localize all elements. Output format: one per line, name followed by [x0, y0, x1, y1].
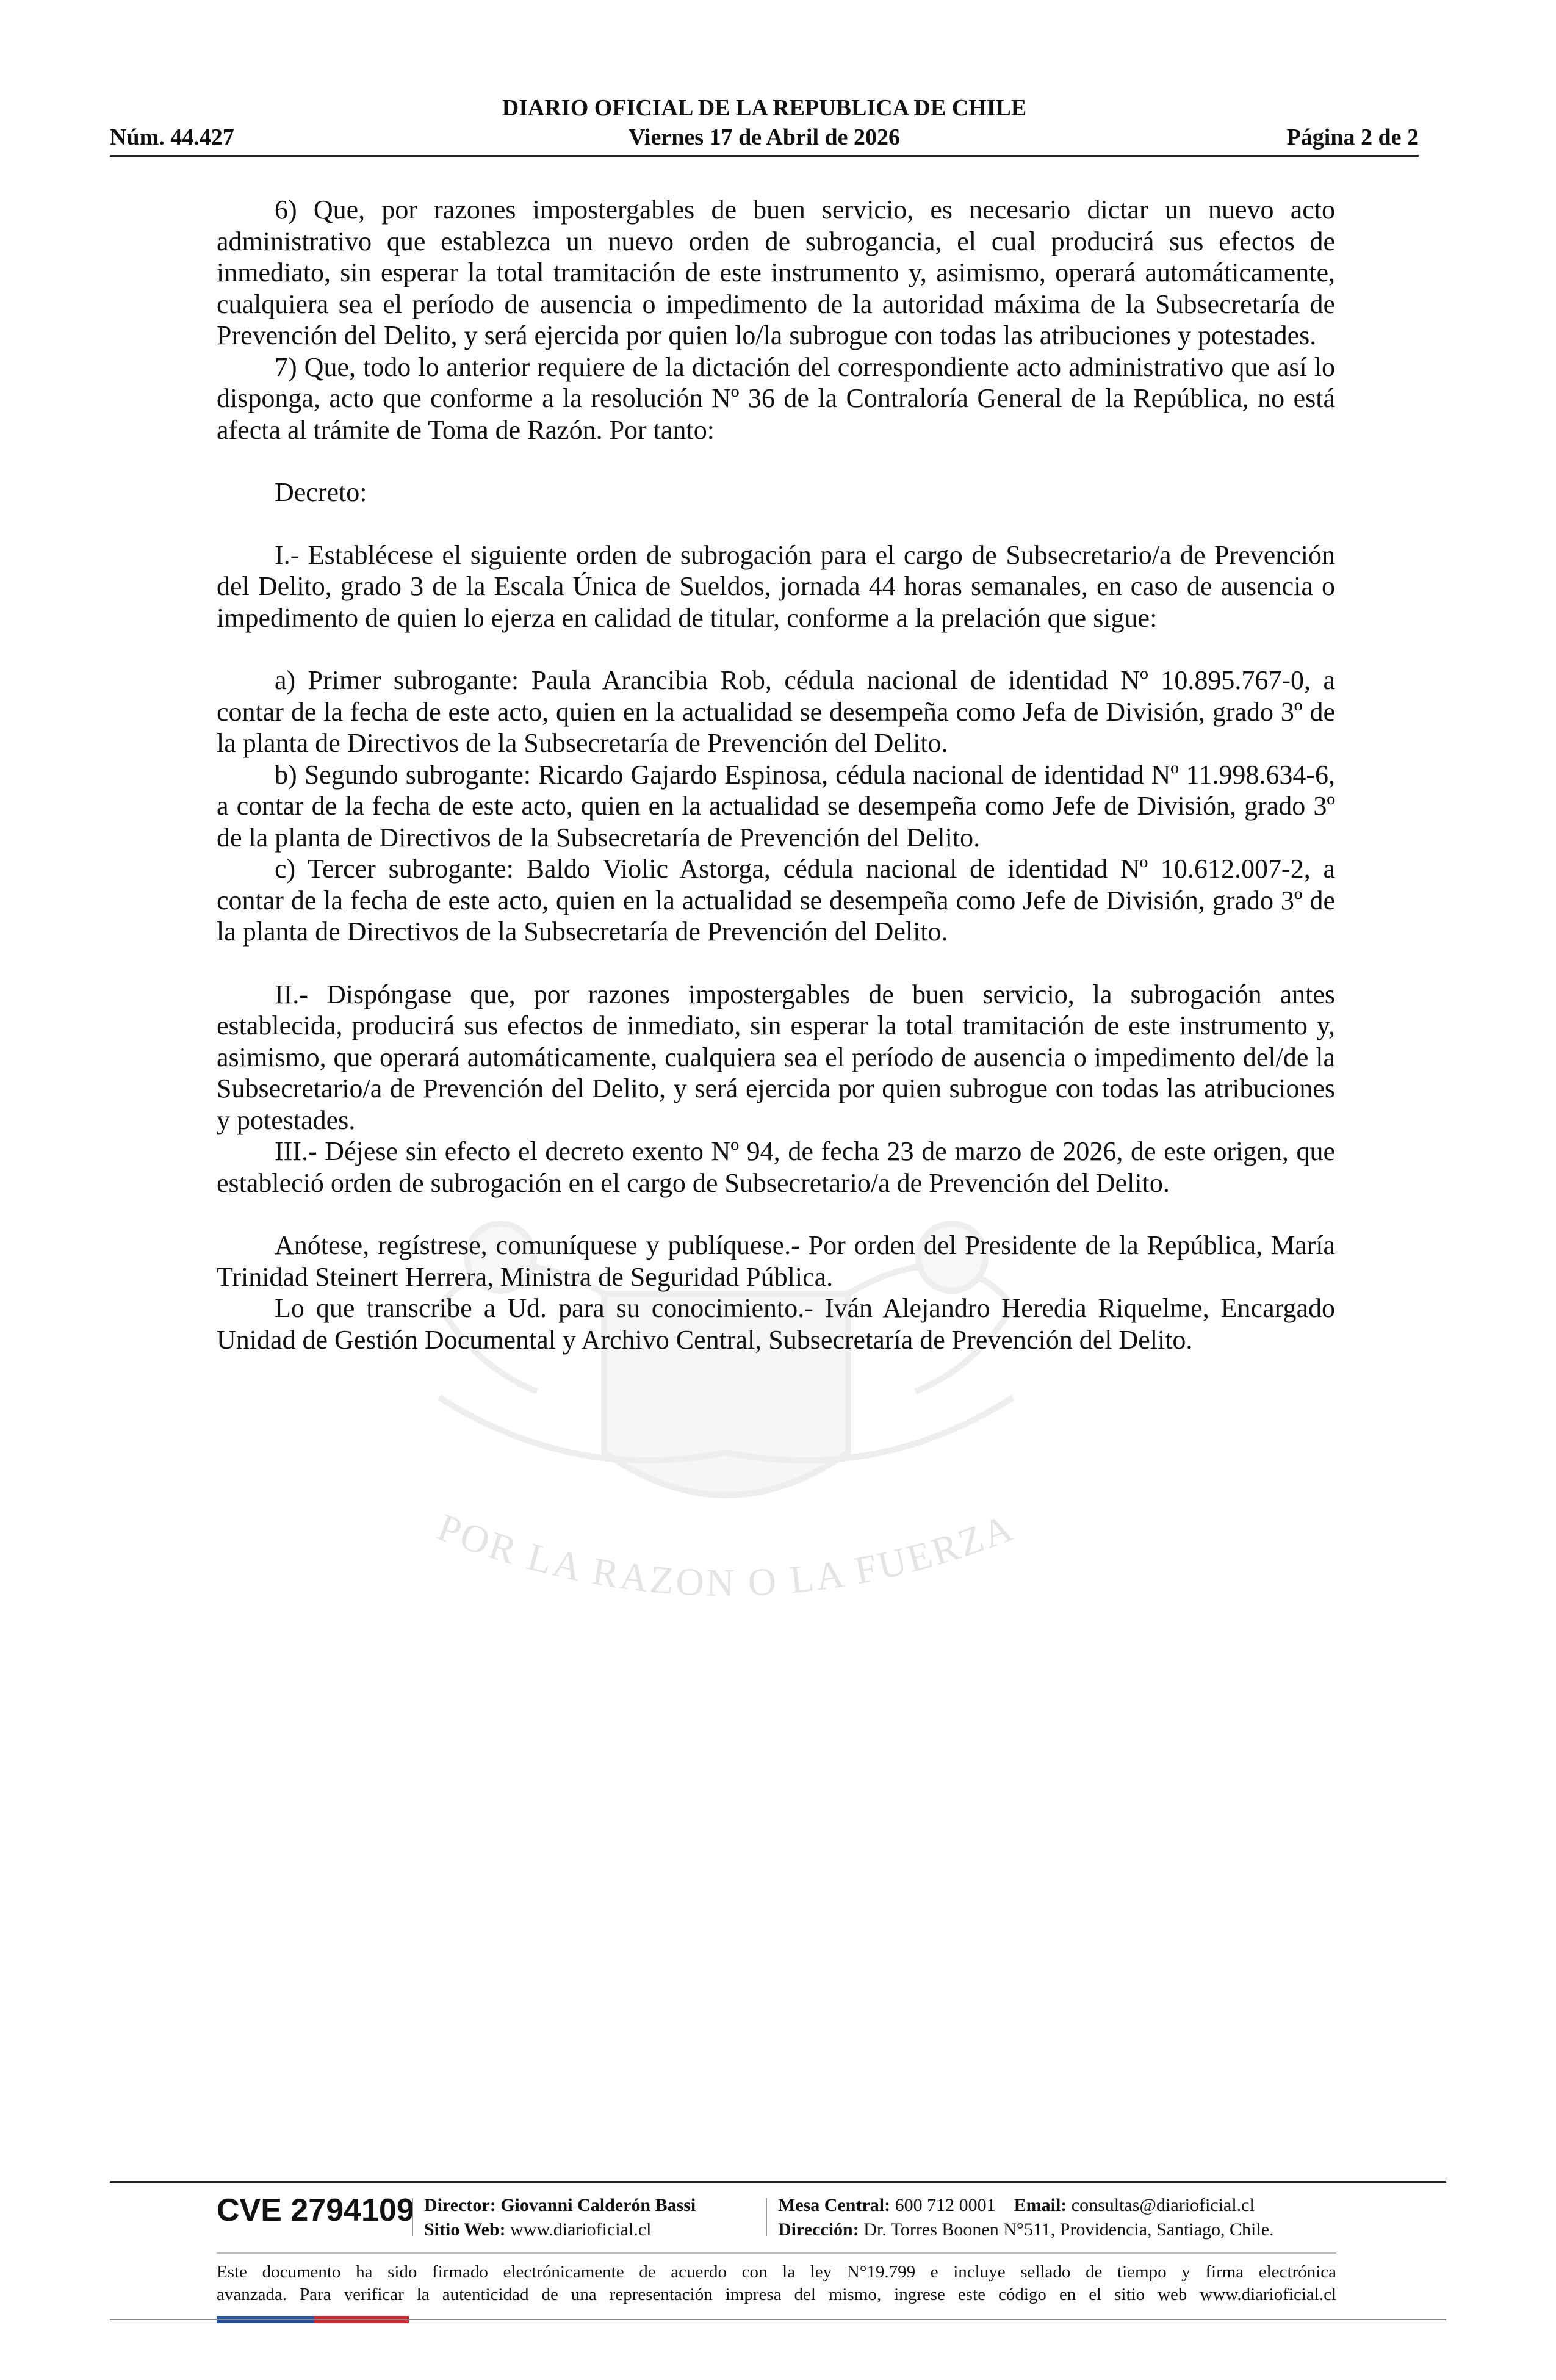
header-divider [110, 155, 1419, 157]
mesa-label: Mesa Central: [778, 2195, 891, 2215]
director-name: Giovanni Calderón Bassi [500, 2195, 696, 2215]
publication-title: DIARIO OFICIAL DE LA REPUBLICA DE CHILE [502, 95, 1027, 121]
footer-inner-divider [217, 2252, 1336, 2254]
issue-number: Núm. 44.427 [110, 124, 234, 150]
article-i: I.- Establécese el siguiente orden de subrogación para el cargo de Subsecretario/a de Prevención del Delito, grado 3 de la Escala Única de Sueldos, jornada 44 horas semanales, en caso de ausencia o impedimento de quien lo ejerza en calidad de titular, conforme a la prelación que sigue: [217, 539, 1335, 633]
document-body [217, 194, 1335, 1355]
issue-date: Viernes 17 de Abril de 2026 [628, 124, 901, 150]
article-ii: II.- Dispóngase que, por razones impostergables de buen servicio, la subrogación antes establecida, producirá sus efectos de inmediato, sin esperar la total tramitación de este instrumento y, asimismo, que operará automáticamente, cualquiera sea el período de ausencia o impedimento del/de la Subsecretario/a de Prevención del Delito, y será ejercida por quien subrogue con todas las atribuciones y potestades. [217, 979, 1335, 1135]
subrogante-c: c) Tercer subrogante: Baldo Violic Astorga, cédula nacional de identidad Nº 10.612.007-2, a contar de la fecha de este acto, quien en la actualidad se desempeña como Jefe de División, grado 3º de la planta de Directivos de la Subsecretaría de Prevención del Delito. [217, 854, 1335, 947]
address-label: Dirección: [778, 2220, 859, 2240]
cve-code: CVE 2794109 [217, 2193, 414, 2228]
page-header [110, 95, 1419, 156]
email-link[interactable]: consultas@diarioficial.cl [1071, 2195, 1255, 2215]
subrogante-a: a) Primer subrogante: Paula Arancibia Rob, cédula nacional de identidad Nº 10.895.767-0, a contar de la fecha de este acto, quien en la actualidad se desempeña como Jefa de División, grado 3º de la planta de Directivos de la Subsecretaría de Prevención del Delito. [217, 665, 1335, 758]
legal-notice [217, 2261, 1336, 2306]
decreto-heading: Decreto: [275, 477, 367, 507]
footer-divider [110, 2181, 1446, 2183]
bottom-rule [110, 2319, 1446, 2320]
article-iii: III.- Déjese sin efecto el decreto exento Nº 94, de fecha 23 de marzo de 2026, de este origen, que estableció orden de subrogación en el cargo de Subsecretario/a de Prevención del Delito. [217, 1136, 1335, 1198]
svg-text:POR LA RAZON O LA FUERZA [432, 1505, 1021, 1604]
watermark-motto: POR LA RAZON O LA FUERZA [431, 1505, 1021, 1605]
address-text: Dr. Torres Boonen N°511, Providencia, Santiago, Chile. [863, 2220, 1274, 2240]
closing-anotese: Anótese, regístrese, comuníquese y publíquese.- Por orden del Presidente de la República, María Trinidad Steinert Herrera, Ministra de Seguridad Pública. [217, 1230, 1335, 1292]
subrogante-b: b) Segundo subrogante: Ricardo Gajardo Espinosa, cédula nacional de identidad Nº 11.998.634-6, a contar de la fecha de este acto, quien en la actualidad se desempeña como Jefe de División, grado 3º de la planta de Directivos de la Subsecretaría de Prevención del Delito. [217, 759, 1335, 853]
site-link[interactable]: www.diarioficial.cl [510, 2220, 652, 2240]
footer-director-block [424, 2193, 696, 2242]
legal-line-1: Este documento ha sido firmado electrónicamente de acuerdo con la ley N°19.799 e incluye sellado de tiempo y firma electrónica [217, 2262, 1336, 2282]
page-number: Página 2 de 2 [1286, 124, 1419, 150]
footer-contact-block [778, 2193, 1274, 2242]
paragraph-6: 6) Que, por razones impostergables de buen servicio, es necesario dictar un nuevo acto administrativo que establezca un nuevo orden de subrogancia, el cual producirá sus efectos de inmediato, sin esperar la total tramitación de este instrumento y, asimismo, operará automáticamente, cualquiera sea el período de ausencia o impedimento de la autoridad máxima de la Subsecretaría de Prevención del Delito, y será ejercida por quien lo/la subrogue con todas las atribuciones y potestades. [217, 195, 1335, 350]
site-label: Sitio Web: [424, 2220, 506, 2240]
page-footer [217, 2185, 1336, 2258]
email-label: Email: [1014, 2195, 1067, 2215]
mesa-phone: 600 712 0001 [895, 2195, 996, 2215]
director-label: Director: [424, 2195, 496, 2215]
legal-line-2: avanzada. Para verificar la autenticidad de una representación impresa del mismo, ingrese este código en el sitio web www.diarioficial.cl [217, 2285, 1336, 2304]
footer-separator [766, 2198, 767, 2236]
paragraph-7: 7) Que, todo lo anterior requiere de la dictación del correspondiente acto administrativo que así lo disponga, acto que conforme a la resolución Nº 36 de la Contraloría General de la República, no está afecta al trámite de Toma de Razón. Por tanto: [217, 352, 1335, 445]
closing-transcribe: Lo que transcribe a Ud. para su conocimiento.- Iván Alejandro Heredia Riquelme, Encargado Unidad de Gestión Documental y Archivo Central, Subsecretaría de Prevención del Delito. [217, 1293, 1335, 1355]
footer-separator [412, 2198, 413, 2236]
